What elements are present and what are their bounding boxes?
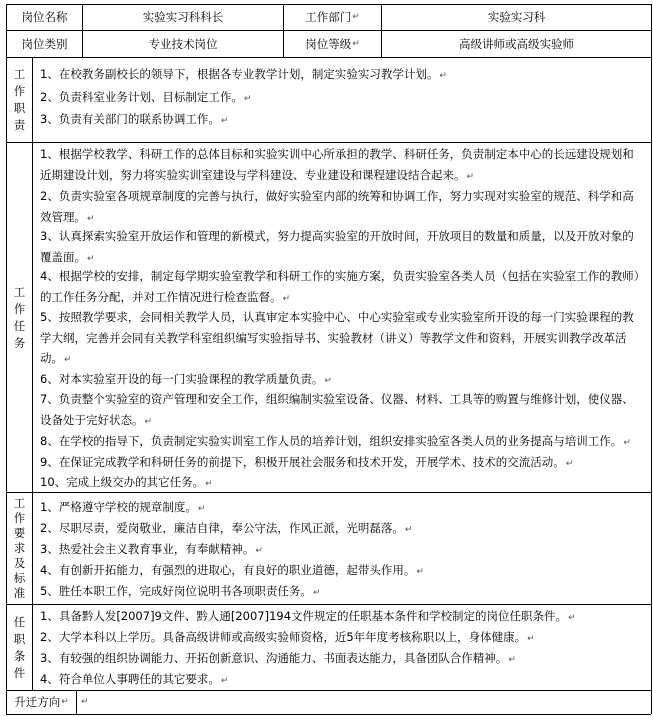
- row-divider: [6, 142, 651, 143]
- task-item: [40, 144, 645, 187]
- job-level-label-text: 岗位等级: [305, 36, 352, 51]
- department-value: [382, 5, 651, 30]
- qualification-item-text: 4、符合单位人事聘任的其它要求。: [40, 672, 220, 686]
- paragraph-mark: ↵: [282, 293, 291, 304]
- label-char: 责: [13, 118, 26, 132]
- label-char: 作: [13, 84, 26, 98]
- paragraph-mark: ↵: [352, 12, 360, 22]
- label-char: 及: [13, 556, 26, 570]
- paragraph-mark: ↵: [312, 588, 321, 598]
- tasks-section-label: [7, 143, 32, 492]
- label-char: 职: [13, 631, 26, 646]
- task-item-text: 8、在学校的指导下，负责制定实验实训室工作人员的培养计划，组织安排实验室各类人员的业务提高与培训工作。: [40, 434, 623, 448]
- department-label-text: 工作部门: [305, 10, 352, 24]
- label-char: 职: [13, 101, 26, 115]
- qualification-item-text: 3、有较强的组织协调能力、开拓创新意识、沟通能力、书面表达能力，具备团队合作精神。: [40, 651, 508, 665]
- paragraph-mark: ↵: [144, 416, 153, 427]
- label-char: 作: [13, 301, 26, 316]
- task-item-text: 5、按照教学要求，会同相关教学人员，认真审定本实验中心、中心实验室或专业实验室所开设的每一门实验课程的教学大纲，完善并会同有关教学科室组织编写实验指导书、实验教材（讲义）等教学文件和资料，开展实训教学改革活动。: [40, 310, 634, 365]
- requirement-item-text: 2、尽职尽责，爱岗敬业，廉洁自律，奉公守法，作风正派，光明磊落。: [40, 521, 404, 535]
- job-level-value-text: 高级讲师或高级实验师: [459, 36, 574, 51]
- requirement-item-text: 3、热爱社会主义教育事业，有奉献精神。: [40, 542, 255, 556]
- requirement-item: [40, 560, 647, 583]
- promotion-label-text: 升迁方向: [14, 695, 61, 709]
- department-value-text: 实验实习科: [487, 10, 546, 24]
- table-border-right: [651, 4, 652, 714]
- paragraph-mark: ↵: [87, 253, 95, 264]
- paragraph-mark: ↵: [623, 438, 631, 448]
- job-title-label: [7, 5, 82, 30]
- paragraph-mark: ↵: [416, 567, 424, 577]
- task-item-text: 9、在保证完成教学和科研任务的前提下，积极开展社会服务和技术开发，开展学术、技术的交流活动。: [40, 455, 565, 469]
- task-item: [40, 431, 645, 454]
- task-item: [40, 226, 645, 269]
- task-item: [40, 186, 645, 229]
- task-item: [40, 472, 645, 495]
- duty-item-text: 2、负责科室业务计划、目标制定工作。: [40, 90, 243, 104]
- promotion-value: [80, 691, 650, 714]
- task-item-text: 10、完成上级交办的其它任务。: [40, 475, 205, 489]
- paragraph-mark: ↵: [220, 116, 229, 126]
- label-char: 工: [13, 496, 26, 510]
- paragraph-mark: ↵: [87, 213, 95, 224]
- task-item-text: 2、负责实验室各项规章制度的完善与执行，做好实验室内部的统筹和协调工作，努力实现对实验室的规范、科学和高效管理。: [40, 189, 634, 224]
- qualification-item: [40, 669, 647, 692]
- task-item-text: 6、对本实验室开设的每一门实验课程的教学质量负责。: [40, 372, 324, 386]
- duty-item-text: 3、负责有关部门的联系协调工作。: [40, 112, 220, 126]
- paragraph-mark: ↵: [64, 355, 72, 365]
- paragraph-mark: ↵: [220, 676, 229, 686]
- job-level-label: [284, 31, 381, 57]
- label-char: 条: [13, 648, 26, 663]
- duty-item: [40, 87, 647, 110]
- paragraph-mark: ↵: [466, 171, 475, 182]
- paragraph-mark: ↵: [205, 479, 213, 489]
- paragraph-mark: ↵: [439, 71, 447, 81]
- label-char: 件: [13, 665, 26, 680]
- qualification-item: [40, 627, 647, 650]
- paragraph-mark: ↵: [352, 38, 360, 49]
- row-divider: [6, 604, 651, 605]
- job-category-label-text: 岗位类别: [21, 36, 68, 51]
- task-item: [40, 389, 645, 432]
- job-category-value-text: 专业技术岗位: [148, 36, 218, 51]
- label-char: 标: [13, 571, 26, 585]
- label-char: 任: [13, 318, 26, 333]
- label-char: 求: [13, 541, 26, 555]
- paragraph-mark: ↵: [243, 94, 252, 104]
- requirement-item: [40, 539, 647, 562]
- job-title-value: [83, 5, 283, 30]
- paragraph-mark: ↵: [255, 546, 263, 556]
- task-item: [40, 307, 645, 371]
- duty-item: [40, 64, 647, 87]
- table-border-bottom: [6, 714, 651, 715]
- label-char: 作: [13, 511, 26, 525]
- task-item: [40, 266, 645, 309]
- paragraph-mark: ↵: [61, 697, 69, 707]
- qualifications-section-label: [7, 605, 32, 690]
- qualification-item: [40, 648, 647, 671]
- qualification-item-text: 2、大学本科以上学历。具备高级讲师或高级实验师资格，近5年年度考核称职以上，身体健康。: [40, 630, 527, 644]
- duties-section-label: [7, 58, 32, 142]
- task-item-text: 7、负责整个实验室的资产管理和安全工作，组织编制实验室设备、仪器、材料、工具等的购置与维修计划，使仪器、设备处于完好状态。: [40, 392, 634, 427]
- label-char: 准: [13, 586, 26, 600]
- requirements-section-label: [7, 493, 32, 604]
- paragraph-mark: ↵: [565, 459, 574, 469]
- requirement-item: [40, 581, 647, 604]
- paragraph-mark: ↵: [197, 504, 206, 514]
- column-divider: [32, 57, 33, 690]
- label-char: 务: [13, 335, 26, 350]
- paragraph-mark: ↵: [527, 634, 535, 644]
- qualification-item: [40, 606, 647, 629]
- job-level-value: [382, 31, 651, 57]
- task-item-text: 3、认真探索实验室开放运作和管理的新模式，努力提高实验室的开放时间，开放项目的数量和质量，以及开放对象的覆盖面。: [40, 229, 634, 264]
- department-label: [284, 5, 381, 30]
- paragraph-mark: ↵: [568, 613, 576, 623]
- column-divider: [76, 690, 77, 714]
- paragraph-mark: ↵: [324, 376, 332, 386]
- qualification-item-text: 1、具备黔人发[2007]9文件、黔人通[2007]194文件规定的任职基本条件和学校制定的岗位任职条件。: [40, 609, 568, 623]
- paragraph-mark: ↵: [508, 655, 516, 665]
- requirement-item-text: 4、有创新开拓能力，有强烈的进取心，有良好的职业道德，起带头作用。: [40, 563, 416, 577]
- duty-item: [40, 109, 647, 132]
- job-category-label: [7, 31, 82, 57]
- requirement-item: [40, 497, 647, 520]
- job-title-value-text: 实验实习科科长: [142, 10, 224, 24]
- requirement-item-text: 5、胜任本职工作，完成好岗位说明书各项职责任务。: [40, 584, 312, 598]
- label-char: 要: [13, 526, 26, 540]
- duty-item-text: 1、在校教务副校长的领导下，根据各专业教学计划，制定实验实习教学计划。: [40, 67, 439, 81]
- paragraph-mark: ↵: [81, 697, 89, 707]
- requirement-item-text: 1、严格遵守学校的规章制度。: [40, 500, 197, 514]
- row-divider: [6, 57, 651, 58]
- label-char: 工: [13, 67, 26, 81]
- promotion-label: [7, 691, 76, 714]
- job-category-value: [83, 31, 283, 57]
- requirement-item: [40, 518, 647, 541]
- label-char: 工: [13, 284, 26, 299]
- label-char: 任: [13, 614, 26, 629]
- task-item-text: 4、根据学校的安排，制定每学期实验室教学和科研工作的实施方案，负责实验室各类人员（包括在实验室工作的教师）的工作任务分配，并对工作情况进行检查监督。: [40, 269, 640, 304]
- task-item-text: 1、根据学校教学、科研工作的总体目标和实验实训中心所承担的教学、科研任务，负责制定本中心的长远建设规划和近期建设计划，努力将实验实训室建设与学科建设、专业建设和课程建设结合起来。: [40, 147, 634, 182]
- paragraph-mark: ↵: [404, 525, 413, 535]
- job-title-label-text: 岗位名称: [21, 10, 68, 24]
